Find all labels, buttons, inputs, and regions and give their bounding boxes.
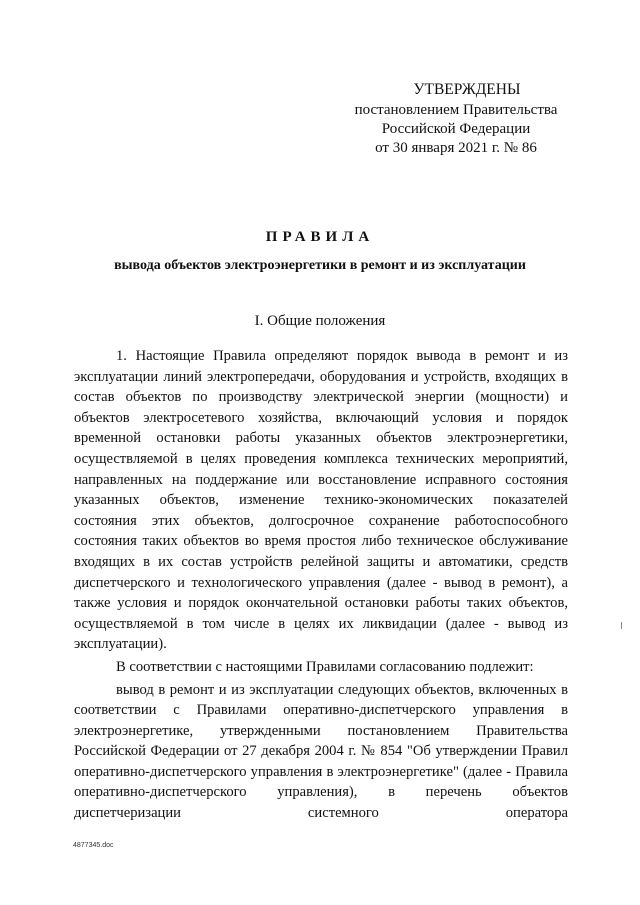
margin-mark — [621, 622, 622, 629]
footer-document-code: 4877345.doc — [73, 842, 114, 849]
paragraph-3: вывод в ремонт и из эксплуатации следующих объектов, включенных в соответствии с Правилами оперативно-диспетчерского управления в электроэнергетике, утвержденными постановлением Правительства Российской Федерации от 27 декабря 2004 г. № 854 "Об утверждении Правил оперативно-диспетчерского управления в электроэнергетике" (далее - Правила оперативно-диспетчерского управления), в перечень объектов диспетчеризации системного оператора — [74, 681, 568, 822]
document-title: ПРАВИЛА — [265, 229, 375, 245]
approval-line-decree: постановлением Правительства — [354, 102, 558, 118]
approval-block — [340, 80, 572, 158]
paragraph-1: 1. Настоящие Правила определяют порядок вывода в ремонт и из эксплуатации линий электропередачи, оборудования и устройств, входящих в состав объектов по производству электрической энергии (мощности) и объектов электросетевого хозяйства, включающий условия и порядок временной остановки работы указанных объектов электроэнергетики, осуществляемой в целях проведения комплекса технических мероприятий, направленных на поддержание или восстановление исправного состояния указанных объектов, изменение технико-экономических показателей состояния этих объектов, долгосрочное сохранение работоспособного состояния таких объектов во время простоя либо техническое обслуживание входящих в их состав устройств релейной защиты и автоматики, средств диспетчерского и технологического управления (далее - вывод в ремонт), а также условия и порядок окончательной остановки работы таких объектов, осуществляемой в том числе в целях их ликвидации (далее - вывод из эксплуатации). — [74, 348, 568, 653]
paragraph-2: В соответствии с настоящими Правилами согласованию подлежит: — [116, 658, 534, 675]
body-text — [74, 346, 568, 824]
document-subtitle: вывода объектов электроэнергетики в ремонт и из эксплуатации — [114, 258, 526, 273]
approval-title: УТВЕРЖДЕНЫ — [413, 81, 521, 98]
approval-line-federation: Российской Федерации — [381, 121, 531, 137]
section-heading: I. Общие положения — [254, 313, 386, 329]
approval-line-date-number: от 30 января 2021 г. № 86 — [375, 140, 537, 156]
